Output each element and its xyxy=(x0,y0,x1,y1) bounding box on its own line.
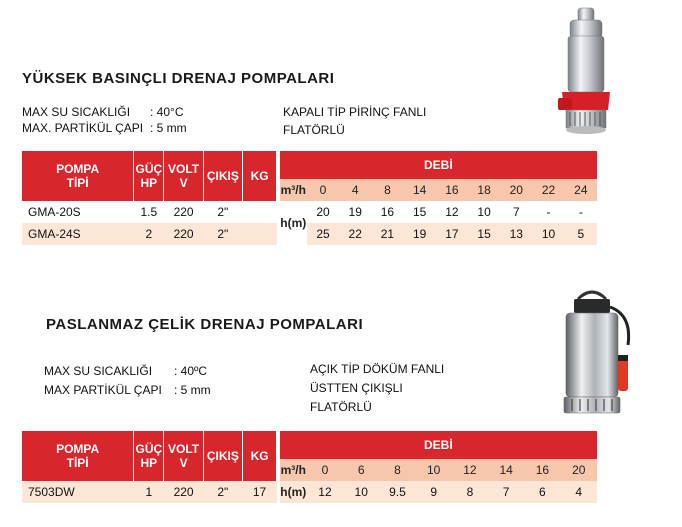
flow-value-cell: 8 xyxy=(371,179,403,201)
spec-temp-value: : 40ºC xyxy=(174,364,208,378)
head-value-cell: 10 xyxy=(343,481,379,503)
header-text: POMPA xyxy=(56,162,100,176)
head-value-cell: 7 xyxy=(488,481,524,503)
note-line: AÇIK TİP DÖKÜM FANLI xyxy=(310,362,445,376)
section1-note xyxy=(283,103,426,139)
col-header-pompa xyxy=(22,151,134,201)
header-text: HP xyxy=(140,176,158,190)
section1-specs xyxy=(22,104,187,136)
head-value-cell: 12 xyxy=(307,481,343,503)
head-value-cell: 15 xyxy=(404,201,436,223)
head-value-cell: 19 xyxy=(339,201,371,223)
head-value-cell: 12 xyxy=(436,201,468,223)
cell-kg: 17 xyxy=(242,481,276,503)
cell-hp: 1.5 xyxy=(134,201,164,223)
spec-temp-label: MAX SU SICAKLIĞI xyxy=(44,364,153,378)
pump-image-stainless xyxy=(552,285,638,421)
note-line: ÜSTTEN ÇIKIŞLI xyxy=(310,381,403,395)
header-text: TİPİ xyxy=(66,176,89,190)
flow-value-cell: 12 xyxy=(452,459,488,481)
cell-cikis: 2" xyxy=(203,223,242,245)
flow-value-cell: 16 xyxy=(524,459,560,481)
flow-unit-label: m³/h xyxy=(280,179,307,201)
header-text: V xyxy=(179,176,188,190)
spec-temp-label: MAX SU SICAKLIĞI xyxy=(22,105,131,119)
section1-table xyxy=(22,151,597,245)
cell-volt: 220 xyxy=(164,223,203,245)
head-value-cell: - xyxy=(565,201,597,223)
note-line: FLATÖRLÜ xyxy=(283,123,345,137)
head-value-cell: 13 xyxy=(500,223,532,245)
cell-volt: 220 xyxy=(164,201,203,223)
flow-value-cell: 8 xyxy=(379,459,415,481)
head-value-cell: 25 xyxy=(307,223,339,245)
col-header-volt xyxy=(164,431,203,481)
section2-title: PASLANMAZ ÇELİK DRENAJ POMPALARI xyxy=(46,316,364,333)
col-header-debi: DEBİ xyxy=(280,151,597,179)
header-text: POMPA xyxy=(56,442,100,456)
spec-particle-value: : 5 mm xyxy=(150,121,187,135)
cell-model: 7503DW xyxy=(22,481,134,503)
header-text: VOLT xyxy=(168,442,200,456)
head-unit-label: h(m) xyxy=(280,481,307,503)
head-value-cell: 10 xyxy=(532,223,564,245)
cell-cikis: 2" xyxy=(203,201,242,223)
header-text: V xyxy=(179,456,188,470)
head-value-cell: 8 xyxy=(452,481,488,503)
header-text: GÜÇ xyxy=(135,442,163,456)
section1-title: YÜKSEK BASINÇLI DRENAJ POMPALARI xyxy=(22,70,335,87)
section2-table xyxy=(22,431,597,503)
cell-kg xyxy=(242,201,276,223)
pump-image-brass xyxy=(556,6,616,138)
header-text: VOLT xyxy=(168,162,200,176)
spec-particle-label: MAX PARTİKÜL ÇAPI xyxy=(44,383,162,397)
note-line: FLATÖRLÜ xyxy=(310,400,372,414)
col-header-kg: KG xyxy=(242,151,276,201)
head-value-cell: 10 xyxy=(468,201,500,223)
cell-hp: 1 xyxy=(134,481,164,503)
flow-value-cell: 0 xyxy=(307,459,343,481)
col-header-guc xyxy=(134,431,164,481)
spacer xyxy=(277,223,280,245)
flow-value-cell: 6 xyxy=(343,459,379,481)
flow-value-cell: 22 xyxy=(532,179,564,201)
spec-temp-value: : 40°C xyxy=(150,105,184,119)
cell-cikis: 2" xyxy=(203,481,242,503)
head-value-cell: 4 xyxy=(561,481,598,503)
head-value-cell: 16 xyxy=(371,201,403,223)
flow-value-cell: 4 xyxy=(339,179,371,201)
spec-particle-value: : 5 mm xyxy=(174,383,211,397)
header-text: GÜÇ xyxy=(135,162,163,176)
col-header-cikis: ÇIKIŞ xyxy=(203,151,242,201)
cell-kg xyxy=(242,223,276,245)
col-header-debi: DEBİ xyxy=(280,431,597,459)
section2-note xyxy=(310,360,444,417)
flow-value-cell: 20 xyxy=(500,179,532,201)
cell-model: GMA-24S xyxy=(22,223,134,245)
head-value-cell: 22 xyxy=(339,223,371,245)
cell-model: GMA-20S xyxy=(22,201,134,223)
flow-value-cell: 24 xyxy=(565,179,597,201)
head-value-cell: 9.5 xyxy=(379,481,415,503)
head-value-cell: 7 xyxy=(500,201,532,223)
head-value-cell: 6 xyxy=(524,481,560,503)
head-value-cell: 5 xyxy=(565,223,597,245)
flow-value-cell: 16 xyxy=(436,179,468,201)
head-value-cell: 15 xyxy=(468,223,500,245)
col-header-kg: KG xyxy=(242,431,276,481)
head-value-cell: 20 xyxy=(307,201,339,223)
cell-hp: 2 xyxy=(134,223,164,245)
head-value-cell: 19 xyxy=(404,223,436,245)
spec-particle-label: MAX. PARTİKÜL ÇAPI xyxy=(22,121,144,135)
flow-value-cell: 14 xyxy=(488,459,524,481)
head-value-cell: - xyxy=(532,201,564,223)
head-value-cell: 21 xyxy=(371,223,403,245)
section2-specs xyxy=(44,362,211,400)
note-line: KAPALI TİP PİRİNÇ FANLI xyxy=(283,105,427,119)
cell-volt: 220 xyxy=(164,481,203,503)
flow-value-cell: 10 xyxy=(416,459,452,481)
flow-value-cell: 18 xyxy=(468,179,500,201)
header-text: TİPİ xyxy=(66,456,89,470)
head-value-cell: 9 xyxy=(416,481,452,503)
flow-value-cell: 20 xyxy=(561,459,598,481)
head-value-cell: 17 xyxy=(436,223,468,245)
header-text: HP xyxy=(140,456,158,470)
col-header-pompa xyxy=(22,431,134,481)
head-unit-label: h(m) xyxy=(280,201,307,245)
flow-value-cell: 14 xyxy=(404,179,436,201)
flow-value-cell: 0 xyxy=(307,179,339,201)
col-header-volt xyxy=(164,151,203,201)
col-header-guc xyxy=(134,151,164,201)
col-header-cikis: ÇIKIŞ xyxy=(203,431,242,481)
flow-unit-label: m³/h xyxy=(280,459,307,481)
